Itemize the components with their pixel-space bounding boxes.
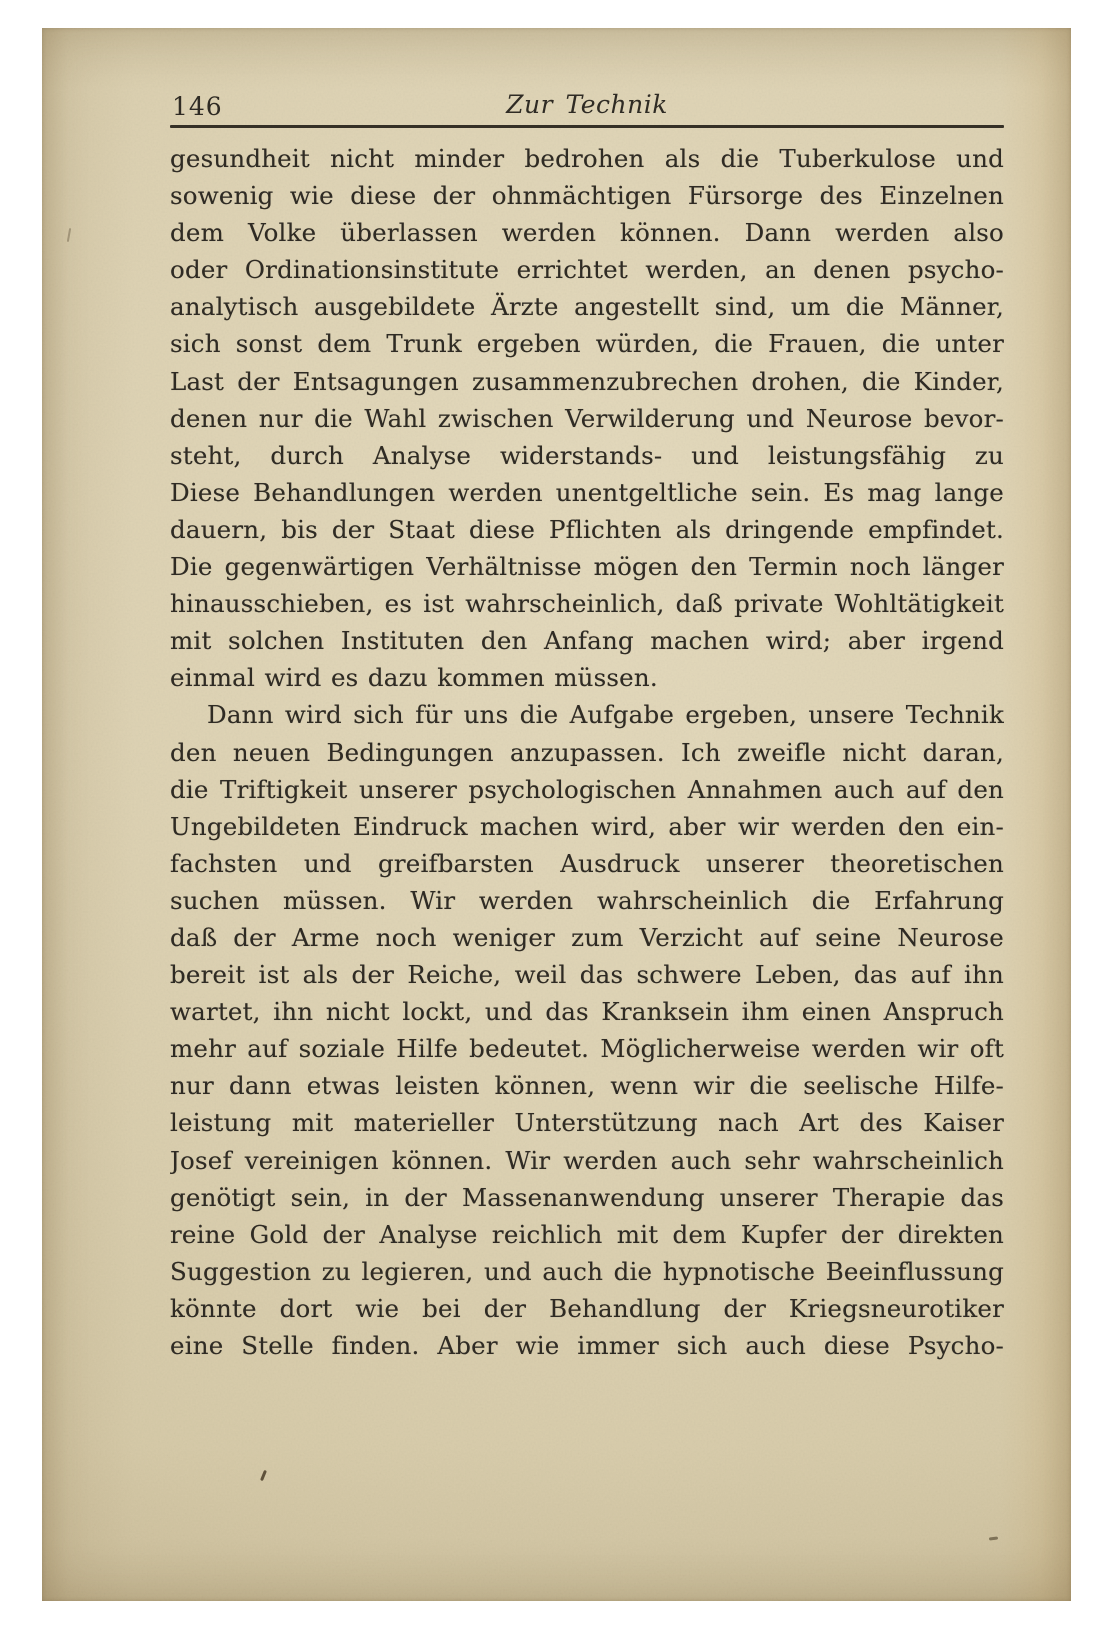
text-line: Last der Entsagungen zusammenzubrechen drohen, die Kinder,	[170, 366, 1004, 396]
text-line: analytisch ausgebildete Ärzte angestellt sind, um die Männer,	[170, 292, 1004, 322]
text-line: sowenig wie diese der ohnmächtigen Fürsorge des Einzelnen	[170, 181, 1004, 211]
text-line: reine Gold der Analyse reichlich mit dem Kupfer der direkten	[170, 1219, 1004, 1249]
text-line: Dann wird sich für uns die Aufgabe ergeben, unsere Technik	[207, 700, 1004, 730]
page-number: 146	[172, 92, 223, 121]
text-line: fachsten und greifbarsten Ausdruck unserer theoretischen	[170, 848, 1004, 878]
text-line: mit solchen Instituten den Anfang machen wird; aber irgend	[170, 626, 1004, 656]
text-line: daß der Arme noch weniger zum Verzicht auf seine Neurose	[170, 922, 1004, 952]
header-rule	[170, 125, 1004, 128]
text-line: sich sonst dem Trunk ergeben würden, die Frauen, die unter	[170, 329, 1004, 359]
body-text	[170, 140, 1004, 1364]
text-line: Die gegenwärtigen Verhältnisse mögen den Termin noch länger	[170, 552, 1004, 582]
text-line: dem Volke überlassen werden können. Dann werden also	[170, 218, 1004, 248]
text-line: leistung mit materieller Unterstützung nach Art des Kaiser	[170, 1108, 1004, 1138]
text-line: nur dann etwas leisten können, wenn wir die seelische Hilfe-	[170, 1071, 1004, 1101]
ink-speck	[989, 1536, 998, 1540]
page-header	[170, 90, 1004, 124]
text-line: dauern, bis der Staat diese Pflichten als dringende empfindet.	[170, 514, 1004, 544]
paper-scratch	[67, 228, 71, 242]
book-page	[42, 28, 1071, 1601]
text-line: Ungebildeten Eindruck machen wird, aber wir werden den ein-	[170, 811, 1004, 841]
text-line: könnte dort wie bei der Behandlung der Kriegsneurotiker	[170, 1293, 1004, 1323]
text-line: bereit ist als der Reiche, weil das schwere Leben, das auf ihn	[170, 960, 1004, 990]
text-line: steht, durch Analyse widerstands- und leistungsfähig zu	[170, 440, 1004, 470]
text-line: genötigt sein, in der Massenanwendung unserer Therapie das	[170, 1182, 1004, 1212]
text-line: Diese Behandlungen werden unentgeltliche sein. Es mag lange	[170, 477, 1004, 507]
running-title: Zur Technik	[506, 90, 668, 119]
text-line: mehr auf soziale Hilfe bedeutet. Möglicherweise werden wir oft	[170, 1034, 1004, 1064]
text-line: oder Ordinationsinstitute errichtet werden, an denen psycho-	[170, 255, 1004, 285]
text-line: einmal wird es dazu kommen müssen.	[170, 663, 658, 693]
text-line: hinausschieben, es ist wahrscheinlich, daß private Wohltätigkeit	[170, 589, 1004, 619]
text-line: den neuen Bedingungen anzupassen. Ich zweifle nicht daran,	[170, 737, 1004, 767]
text-line: wartet, ihn nicht lockt, und das Kranksein ihm einen Anspruch	[170, 997, 1004, 1027]
text-line: gesundheit nicht minder bedrohen als die Tuberkulose und	[170, 144, 1004, 173]
ink-speck	[260, 1470, 267, 1481]
text-line: suchen müssen. Wir werden wahrscheinlich die Erfahrung	[170, 885, 1004, 915]
text-line: Suggestion zu legieren, und auch die hypnotische Beeinflussung	[170, 1256, 1004, 1286]
text-line: denen nur die Wahl zwischen Verwilderung und Neurose bevor-	[170, 403, 1004, 433]
text-line: die Triftigkeit unserer psychologischen Annahmen auch auf den	[170, 774, 1004, 804]
text-line: eine Stelle finden. Aber wie immer sich auch diese Psycho-	[170, 1331, 1004, 1360]
text-line: Josef vereinigen können. Wir werden auch sehr wahrscheinlich	[170, 1145, 1004, 1175]
